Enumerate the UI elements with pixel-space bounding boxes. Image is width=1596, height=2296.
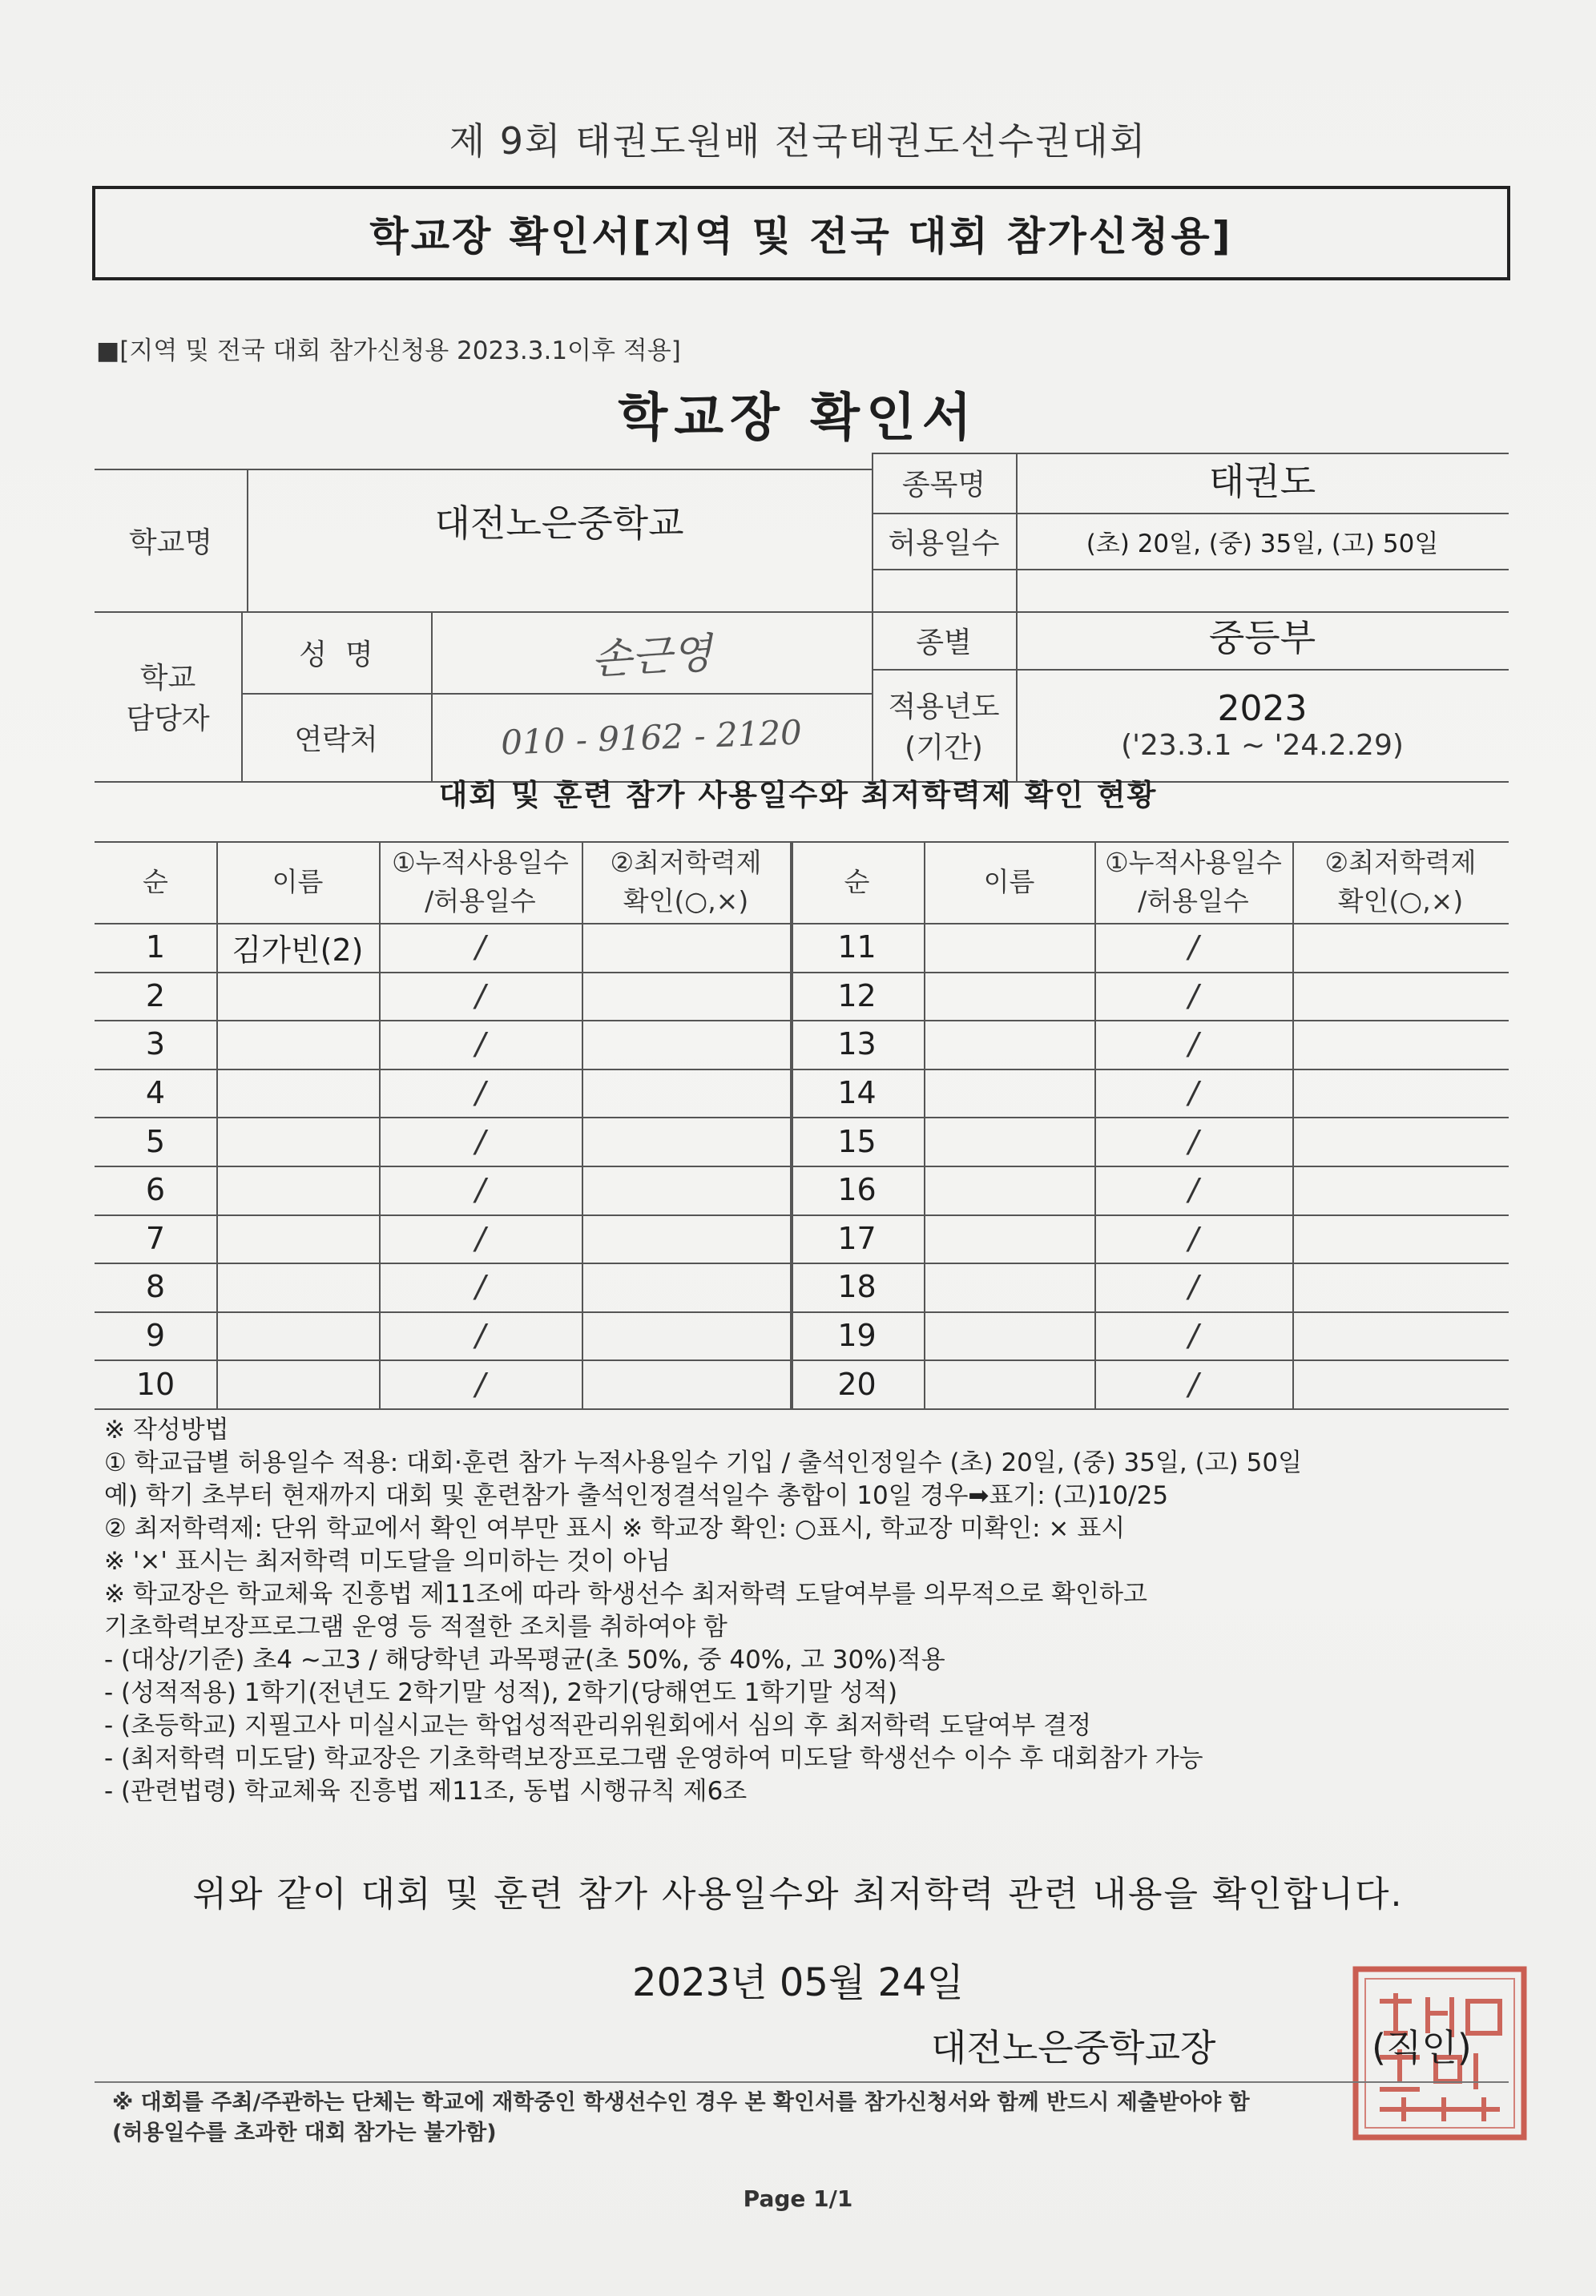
row-name xyxy=(924,1311,1094,1360)
note-line: ② 최저학력제: 단위 학교에서 확인 여부만 표시 ※ 학교장 확인: ○표시, 학교장 미확인: × 표시 xyxy=(104,1514,1126,1543)
row-days-used: / xyxy=(475,929,486,965)
row-days-used: / xyxy=(475,1269,486,1305)
participants-table xyxy=(95,841,1509,1410)
row-min-check xyxy=(582,1359,790,1408)
row-min-check xyxy=(582,1166,790,1214)
row-number: 16 xyxy=(837,1172,877,1208)
note-line: 기초학력보장프로그램 운영 등 적절한 조치를 취하여야 함 xyxy=(104,1613,727,1641)
row-number: 3 xyxy=(145,1026,166,1062)
page-number: Page 1/1 xyxy=(743,2185,853,2212)
note-line: ① 학교급별 허용일수 적용: 대회·훈련 참가 누적사용일수 기입 / 출석인정일수 (초) 20일, (중) 35일, (고) 50일 xyxy=(104,1448,1303,1477)
row-name xyxy=(924,1069,1094,1118)
row-min-check xyxy=(1292,1117,1509,1166)
row-number: 8 xyxy=(145,1269,166,1305)
row-name xyxy=(924,1166,1094,1214)
note-line: - (초등학교) 지필고사 미실시교는 학업성적관리위원회에서 심의 후 최저학력 도달여부 결정 xyxy=(104,1711,1092,1740)
school-info-table xyxy=(95,445,1509,789)
row-name xyxy=(216,1020,379,1069)
year-value: 2023 xyxy=(1217,688,1308,729)
year-label xyxy=(872,669,1016,781)
row-days-used: / xyxy=(475,1123,486,1159)
row-days-used: / xyxy=(1188,1123,1199,1159)
header-days-line2: /허용일수 xyxy=(425,885,536,916)
row-days-used: / xyxy=(475,977,486,1013)
row-min-check xyxy=(1292,1214,1509,1263)
issue-date: 2023년 05월 24일 xyxy=(632,1960,964,2005)
row-number: 9 xyxy=(145,1318,166,1354)
header-min-left xyxy=(582,841,790,923)
row-days-used: / xyxy=(1188,1318,1199,1354)
row-number: 19 xyxy=(837,1318,877,1354)
staff-label-line2: 담당자 xyxy=(126,703,210,735)
row-name xyxy=(924,1263,1094,1311)
row-days-used: / xyxy=(1188,1269,1199,1305)
name-label: 성 명 xyxy=(299,638,373,671)
row-name xyxy=(216,972,379,1021)
row-number: 17 xyxy=(837,1220,877,1256)
year-value-cell xyxy=(1016,669,1509,781)
allowed-days-value: (초) 20일, (중) 35일, (고) 50일 xyxy=(1086,529,1439,558)
header-days-line2: /허용일수 xyxy=(1138,885,1249,916)
row-days-used: / xyxy=(1188,1075,1199,1111)
staff-label xyxy=(95,611,241,781)
row-min-check xyxy=(1292,1166,1509,1214)
row-days-used: / xyxy=(475,1318,486,1354)
row-days-used: / xyxy=(475,1366,486,1402)
year-label-line2: (기간) xyxy=(905,731,983,764)
row-days-used: / xyxy=(1188,929,1199,965)
header-name-left: 이름 xyxy=(272,866,324,898)
row-days-used: / xyxy=(475,1075,486,1111)
row-name xyxy=(924,923,1094,972)
row-days-used: / xyxy=(1188,1172,1199,1208)
note-line: ※ 학교장은 학교체육 진흥법 제11조에 따라 학생선수 최저학력 도달여부를 의무적으로 확인하고 xyxy=(104,1580,1147,1609)
row-number: 18 xyxy=(837,1269,877,1305)
seal-label: (직인) xyxy=(1372,2026,1472,2069)
header-min-line2: 확인(○,×) xyxy=(623,885,749,916)
row-name xyxy=(216,1214,379,1263)
row-days-used: / xyxy=(1188,977,1199,1013)
row-name xyxy=(924,1359,1094,1408)
header-min-right xyxy=(1292,841,1509,923)
note-line: ※ 작성방법 xyxy=(104,1416,229,1444)
header-box-title: 학교장 확인서[지역 및 전국 대회 참가신청용] xyxy=(92,186,1510,280)
header-days-right xyxy=(1094,841,1292,923)
division-value: 중등부 xyxy=(1208,615,1316,659)
row-number: 13 xyxy=(837,1026,877,1062)
row-number: 20 xyxy=(837,1366,877,1402)
row-days-used: / xyxy=(1188,1220,1199,1256)
note-line: - (관련법령) 학교체육 진흥법 제11조, 동법 시행규칙 제6조 xyxy=(104,1777,748,1806)
row-days-used: / xyxy=(475,1172,486,1208)
document-title: 학교장 확인서 xyxy=(618,389,978,448)
row-min-check xyxy=(582,1311,790,1360)
row-number: 10 xyxy=(135,1366,175,1402)
staff-label-line1: 학교 xyxy=(139,662,196,695)
header-min-line1: ②최저학력제 xyxy=(1324,847,1477,879)
row-number: 11 xyxy=(837,929,877,965)
header-no-left: 순 xyxy=(143,866,168,898)
note-line: - (대상/기준) 초4 ~고3 / 해당학년 과목평균(초 50%, 중 40%, 고 30%)적용 xyxy=(104,1645,945,1674)
header-name-right: 이름 xyxy=(983,866,1035,898)
school-name-label: 학교명 xyxy=(128,526,213,559)
confirmation-statement: 위와 같이 대회 및 훈련 참가 사용일수와 최저학력 관련 내용을 확인합니다. xyxy=(192,1874,1404,1915)
row-min-check xyxy=(582,972,790,1021)
row-number: 2 xyxy=(145,977,166,1013)
row-min-check xyxy=(582,1263,790,1311)
row-min-check xyxy=(1292,923,1509,972)
contact-handwritten: 010 - 9162 - 2120 xyxy=(500,711,803,763)
row-name: 김가빈(2) xyxy=(232,932,364,968)
row-min-check xyxy=(582,1069,790,1118)
footer-divider xyxy=(95,2081,1509,2083)
row-number: 1 xyxy=(145,929,166,965)
header-days-line1: ①누적사용일수 xyxy=(392,847,569,879)
row-number: 5 xyxy=(145,1123,166,1159)
row-name xyxy=(924,1020,1094,1069)
row-name xyxy=(216,1166,379,1214)
school-name-value: 대전노은중학교 xyxy=(434,501,684,545)
row-min-check xyxy=(1292,1311,1509,1360)
event-name-value: 태권도 xyxy=(1208,459,1316,503)
row-name xyxy=(216,1311,379,1360)
row-number: 12 xyxy=(837,977,877,1013)
event-name-label: 종목명 xyxy=(901,469,986,501)
row-name xyxy=(216,1359,379,1408)
row-min-check xyxy=(582,923,790,972)
header-min-line1: ②최저학력제 xyxy=(610,847,762,879)
row-name xyxy=(924,1214,1094,1263)
row-min-check xyxy=(582,1117,790,1166)
row-days-used: / xyxy=(1188,1026,1199,1062)
row-min-check xyxy=(1292,1359,1509,1408)
row-number: 6 xyxy=(145,1172,166,1208)
header-no-right: 순 xyxy=(844,866,870,898)
contact-label: 연락처 xyxy=(294,723,378,756)
note-line: ※ '×' 표시는 최저학력 미도달을 의미하는 것이 아님 xyxy=(104,1547,671,1576)
principal-signature: 대전노은중학교장 xyxy=(931,2026,1216,2069)
division-label: 종별 xyxy=(916,626,972,659)
row-min-check xyxy=(1292,1069,1509,1118)
row-number: 14 xyxy=(837,1075,877,1111)
note-line: 예) 학기 초부터 현재까지 대회 및 훈련참가 출석인정결석일수 총합이 10일 경우➡표기: (고)10/25 xyxy=(104,1481,1169,1510)
header-days-left xyxy=(379,841,582,923)
header-days-line1: ①누적사용일수 xyxy=(1105,847,1282,879)
row-min-check xyxy=(1292,1263,1509,1311)
row-name xyxy=(924,972,1094,1021)
note-line: - (성적적용) 1학기(전년도 2학기말 성적), 2학기(당해연도 1학기말 성적) xyxy=(104,1678,898,1707)
allowed-days-label: 허용일수 xyxy=(888,526,1000,560)
name-handwritten: 손근영 xyxy=(590,629,714,684)
applicability-note: ■[지역 및 전국 대회 참가신청용 2023.3.1이후 적용] xyxy=(96,336,681,365)
event-title: 제 9회 태권도원배 전국태권도선수권대회 xyxy=(449,119,1147,163)
row-days-used: / xyxy=(475,1220,486,1256)
section-title: 대회 및 훈련 참가 사용일수와 최저학력제 확인 현황 xyxy=(438,778,1158,812)
row-days-used: / xyxy=(475,1026,486,1062)
row-name xyxy=(216,1117,379,1166)
year-period: ('23.3.1 ~ '24.2.29) xyxy=(1121,729,1404,762)
row-number: 4 xyxy=(145,1075,166,1111)
row-min-check xyxy=(582,1214,790,1263)
footer-note-line: (허용일수를 초과한 대회 참가는 불가함) xyxy=(112,2121,497,2145)
instructions xyxy=(104,1414,1514,1808)
row-name xyxy=(216,1069,379,1118)
year-label-line1: 적용년도 xyxy=(888,691,1000,723)
row-name xyxy=(216,1263,379,1311)
footer-note-line: ※ 대회를 주최/주관하는 단체는 학교에 재학중인 학생선수인 경우 본 확인서를 참가신청서와 함께 반드시 제출받아야 함 xyxy=(112,2090,1250,2115)
row-number: 15 xyxy=(837,1123,877,1159)
header-min-line2: 확인(○,×) xyxy=(1337,885,1464,916)
row-name xyxy=(924,1117,1094,1166)
footer-note xyxy=(112,2088,1522,2149)
row-number: 7 xyxy=(145,1220,166,1256)
row-min-check xyxy=(582,1020,790,1069)
row-min-check xyxy=(1292,1020,1509,1069)
note-line: - (최저학력 미도달) 학교장은 기초학력보장프로그램 운영하여 미도달 학생선수 이수 후 대회참가 가능 xyxy=(104,1744,1203,1773)
row-min-check xyxy=(1292,972,1509,1021)
row-days-used: / xyxy=(1188,1366,1199,1402)
